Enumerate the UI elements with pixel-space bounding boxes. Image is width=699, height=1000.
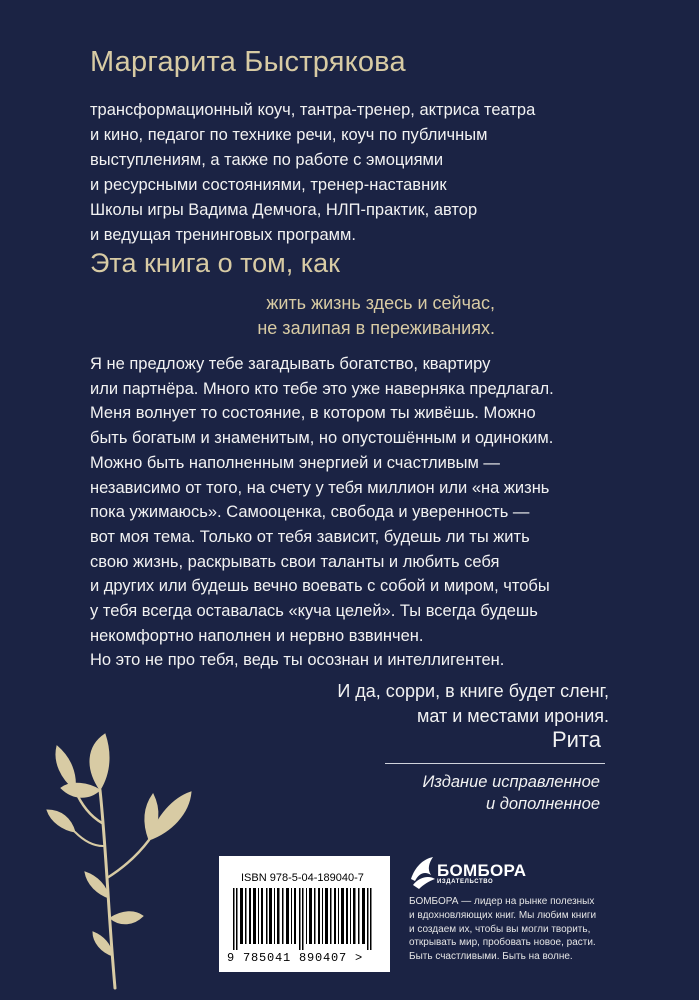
publisher-line: и вдохновляющих книг. Мы любим книги (409, 909, 597, 921)
subheadline-line: жить жизнь здесь и сейчас, (266, 293, 495, 313)
plant-branch-icon (45, 728, 195, 990)
isbn: ISBN 978-5-04-189040-7 (241, 872, 364, 884)
blurb-line: Но это не про тебя, ведь ты осознан и интеллигентен. (90, 651, 505, 670)
bio-line: и кино, педагог по технике речи, коуч по публичным (90, 126, 488, 144)
author-bio (90, 98, 590, 248)
blurb-line: свою жизнь, раскрывать свои таланты и любить себя (90, 552, 500, 571)
blurb-text (90, 352, 610, 673)
publisher-description (409, 895, 619, 964)
closing-line: мат и местами ирония. (417, 706, 609, 726)
closing-note (249, 679, 609, 729)
publisher-logo-subtitle: ИЗДАТЕЛЬСТВО (437, 879, 494, 885)
blurb-line: быть богатым и знаменитым, но опустошённым и одиноким. (90, 429, 554, 448)
signature: Рита (551, 727, 601, 752)
blurb-line: Меня волнует то состояние, в котором ты живёшь. Можно (90, 404, 536, 423)
edition-divider (385, 763, 605, 764)
blurb-line: вот моя тема. Только от тебя зависит, будешь ли ты жить (90, 527, 530, 546)
blurb-line: и других или будешь вечно воевать с собой и миром, чтобы (90, 577, 550, 596)
barcode-panel (219, 856, 390, 972)
blurb-line: Я не предложу тебе загадывать богатство, квартиру (90, 355, 491, 373)
headline: Эта книга о том, как (90, 248, 340, 278)
barcode (231, 888, 383, 950)
blurb-line: некомфортно наполнен и нервно взвинчен. (90, 626, 424, 645)
blurb-line: у тебя всегда оставалась «куча целей». Ты всегда будешь (90, 602, 538, 621)
edition-line: Издание исправленное (422, 773, 600, 791)
publisher-logo-name: БОМБОРА (437, 861, 527, 880)
bio-line: Школы игры Вадима Демчога, НЛП-практик, автор (90, 201, 478, 219)
bio-line: и ведущая тренинговых программ. (90, 226, 356, 244)
blurb-line: пока ужимаюсь». Самооценка, свобода и уверенность — (90, 503, 530, 522)
publisher-line: и создаем их, чтобы вы могли творить, (409, 923, 591, 935)
subheadline-line: не залипая в переживаниях. (257, 318, 495, 338)
edition-line: и дополненное (485, 795, 600, 813)
edition-note (360, 771, 600, 815)
blurb-line: независимо от того, на счету у тебя миллион или «на жизнь (90, 478, 550, 497)
subheadline (175, 291, 495, 341)
blurb-line: или партнёра. Много кто тебе это уже наверняка предлагал. (90, 379, 554, 398)
bio-line: выступлениям, а также по работе с эмоциями (90, 151, 444, 169)
blurb-line: Можно быть наполненным энергией и счастливым — (90, 453, 500, 472)
bio-line: трансформационный коуч, тантра-тренер, актриса театра (90, 101, 536, 119)
closing-line: И да, сорри, в книге будет сленг, (337, 681, 609, 701)
publisher-line: Быть счастливыми. Быть на волне. (409, 951, 573, 963)
publisher-line: БОМБОРА — лидер на рынке полезных (409, 896, 595, 907)
author-name: Маргарита Быстрякова (90, 46, 406, 78)
publisher-line: открывать мир, пробовать новое, расти. (409, 937, 596, 949)
ean-digits: 9 785041 890407 > (227, 951, 364, 965)
bio-line: и ресурсными состояниями, тренер-наставник (90, 176, 447, 194)
